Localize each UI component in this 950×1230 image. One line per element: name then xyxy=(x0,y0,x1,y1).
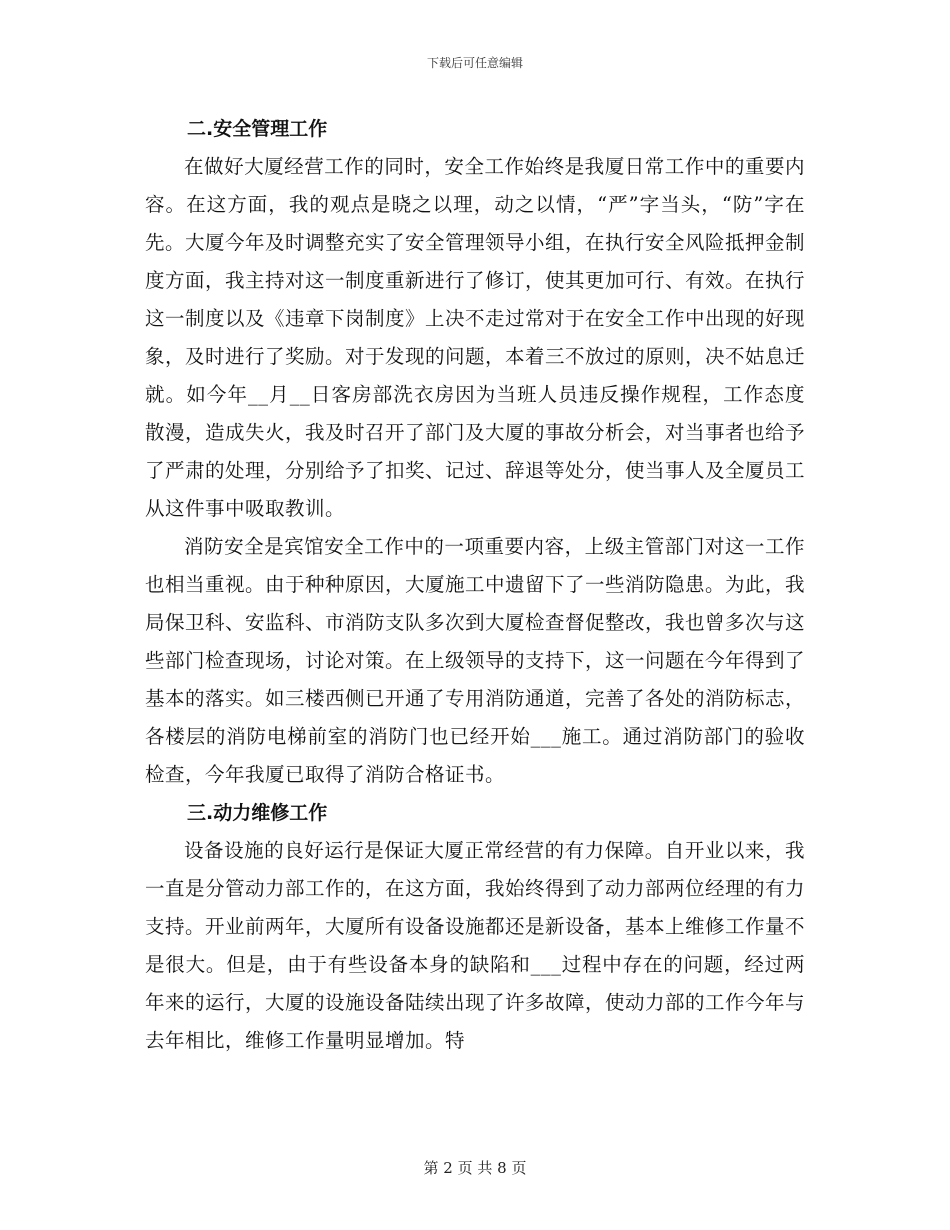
page-footer: 第 2 页 共 8 页 xyxy=(423,1159,527,1177)
section-title-safety: 二.安全管理工作 xyxy=(187,118,328,140)
paragraph-safety-management: 在做好大厦经营工作的同时，安全工作始终是我厦日常工作中的重要内容。在这方面，我的观点是晓之以理，动之以情，“严”字当头，“防”字在先。大厦今年及时调整充实了安全管理领导小组，在执行安全风险抵押金制度方面，我主持对这一制度重新进行了修订，使其更加可行、有效。在执行这一制度以及《违章下岗制度》上决不走过常对于在安全工作中出现的好现象，及时进行了奖励。对于发现的问题，本着三不放过的原则，决不姑息迁就。如今年__月__日客房部洗衣房因为当班人员违反操作规程，工作态度散漫，造成失火，我及时召开了部门及大厦的事故分析会，对当事者也给予了严肃的处理，分别给予了扣奖、记过、辞退等处分，使当事人及全厦员工从这件事中吸取教训。 xyxy=(145,155,806,520)
section-title-maintenance: 三.动力维修工作 xyxy=(187,802,328,824)
paragraph-maintenance: 设备设施的良好运行是保证大厦正常经营的有力保障。自开业以来，我一直是分管动力部工作的，在这方面，我始终得到了动力部两位经理的有力支持。开业前两年，大厦所有设备设施都还是新设备，基本上维修工作量不是很大。但是，由于有些设备本身的缺陷和___过程中存在的问题，经过两年来的运行，大厦的设施设备陆续出现了许多故障，使动力部的工作今年与去年相比，维修工作量明显增加。特 xyxy=(145,839,806,1052)
page-header: 下载后可任意编辑 xyxy=(426,56,523,70)
paragraph-fire-safety: 消防安全是宾馆安全工作中的一项重要内容，上级主管部门对这一工作也相当重视。由于种种原因，大厦施工中遗留下了一些消防隐患。为此，我局保卫科、安监科、市消防支队多次到大厦检查督促整改，我也曾多次与这些部门检查现场，讨论对策。在上级领导的支持下，这一问题在今年得到了基本的落实。如三楼西侧已开通了专用消防通道，完善了各处的消防标志，各楼层的消防电梯前室的消防门也已经开始___施工。通过消防部门的验收检查，今年我厦已取得了消防合格证书。 xyxy=(145,535,806,786)
document-body xyxy=(145,110,805,1060)
